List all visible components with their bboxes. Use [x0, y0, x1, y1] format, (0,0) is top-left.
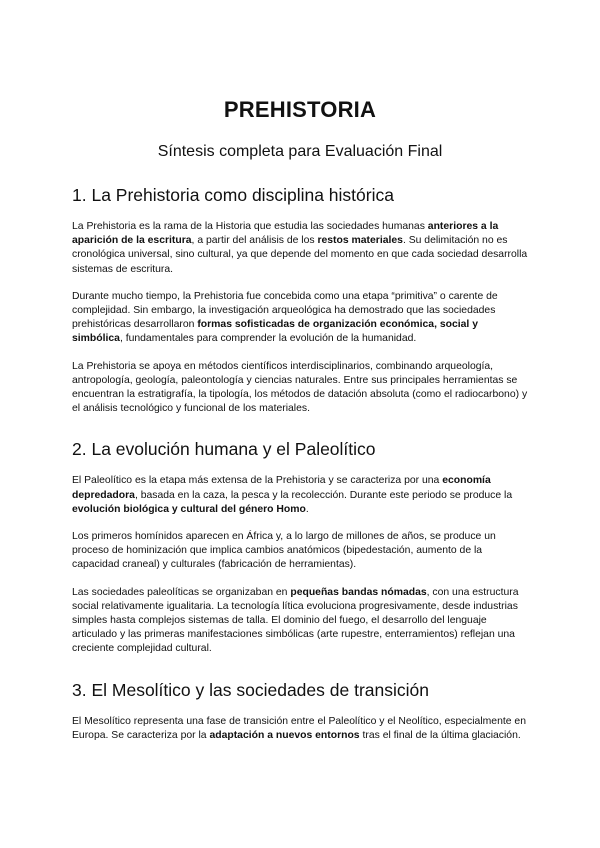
paragraph [72, 220, 528, 277]
section-1 [72, 184, 528, 416]
paragraph [72, 474, 528, 517]
text-run: El Paleolítico es la etapa más extensa de la Prehistoria y se caracteriza por una [72, 475, 443, 487]
section-2 [72, 438, 528, 656]
text-run: El Mesolítico representa una fase de transición entre el Paleolítico y el Neolítico, especialmente en Europa. Se caracteriza por la [72, 715, 526, 741]
paragraph [72, 360, 528, 417]
text-run: tras el final de la última glaciación. [359, 729, 521, 741]
text-run: , con una estructura social relativamente igualitaria. La tecnología lítica evoluciona progresivamente, desde industrias simples hasta complejos sistemas de talla. El dominio del fuego, el desarrollo del lenguaje articulado y las primeras manifestaciones simbólicas (arte rupestre, enterramientos) reflejan una creciente complejidad cultural. [72, 586, 519, 655]
section-3 [72, 679, 528, 743]
bold-text-run: evolución biológica y cultural del género Homo [72, 503, 306, 515]
section-heading: 1. La Prehistoria como disciplina histórica [72, 185, 394, 205]
bold-text-run: formas sofisticadas de organización económica, social y simbólica [72, 319, 478, 345]
section-heading: 3. El Mesolítico y las sociedades de transición [72, 679, 429, 700]
text-run: La Prehistoria se apoya en métodos científicos interdisciplinarios, combinando arqueología, antropología, geología, paleontología y ciencias naturales. Entre sus principales herramientas se encuentran la estratigrafía, la tipología, los métodos de datación absoluta (como el radiocarbono) y el análisis tecnológico y funcional de los materiales. [72, 360, 528, 415]
section-heading: 2. La evolución humana y el Paleolítico [72, 439, 376, 460]
text-run: . [305, 503, 309, 515]
bold-text-run: anteriores a la aparición de la escritura [72, 221, 499, 247]
document-title: PREHISTORIA [223, 97, 377, 122]
text-run: . Su delimitación no es cronológica universal, sino cultural, ya que depende del momento en que cada sociedad desarrolla sistemas de escritura. [72, 235, 528, 275]
text-run: , fundamentales para comprender la evolución de la humanidad. [119, 333, 417, 345]
bold-text-run: restos materiales [317, 235, 403, 247]
bold-text-run: pequeñas bandas nómadas [290, 586, 427, 598]
paragraph [72, 530, 528, 573]
text-run: La Prehistoria es la rama de la Historia que estudia las sociedades humanas [72, 221, 428, 232]
paragraph [72, 586, 528, 657]
bold-text-run: adaptación a nuevos entornos [209, 729, 360, 741]
paragraph [72, 715, 528, 743]
paragraph [72, 290, 528, 347]
text-run: Las sociedades paleolíticas se organizaban en [72, 586, 291, 598]
bold-text-run: economía depredadora [72, 475, 491, 501]
document-subtitle: Síntesis completa para Evaluación Final [157, 143, 443, 160]
text-run: , a partir del análisis de los [191, 235, 318, 247]
text-run: Durante mucho tiempo, la Prehistoria fue concebida como una etapa “primitiva” o carente de complejidad. Sin embargo, la investigación arqueológica ha demostrado que las sociedades prehistóricas desarrollaron [72, 290, 498, 331]
text-run: , basada en la caza, la pesca y la recolección. Durante este periodo se produce la [134, 489, 513, 501]
text-run: Los primeros homínidos aparecen en África y, a lo largo de millones de años, se produce un proceso de hominización que implica cambios anatómicos (bipedestación, aumento de la capacidad craneal) y culturales (fabricación de herramientas). [72, 531, 496, 571]
